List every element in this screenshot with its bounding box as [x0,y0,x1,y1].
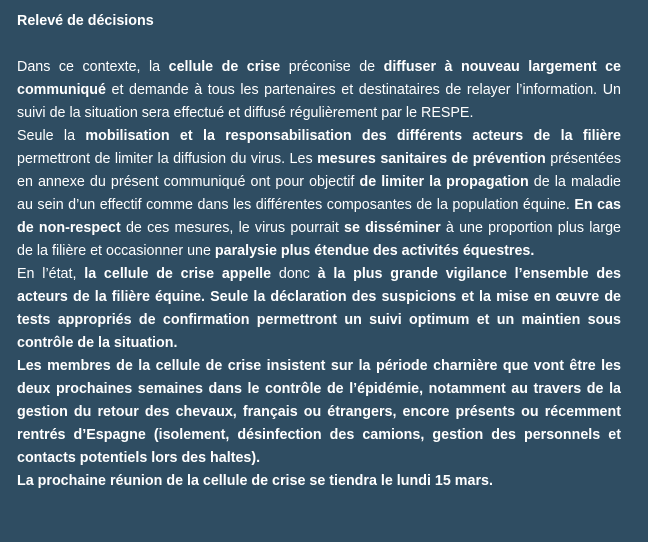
text-run: permettront de limiter la diffusion du virus. Les [17,151,318,167]
bold-text: diffuser à nouveau largement ce communiqué [17,59,621,98]
paragraph-2 [17,125,621,263]
bold-text: paralysie plus étendue des activités équestres. [214,243,535,259]
text-run: En l’état, [17,266,85,282]
bold-text: la cellule de crise appelle [84,266,272,282]
text-run: et demande à tous les partenaires et destinataires de relayer l’information. Un suivi de la situation sera effectué et diffusé régulièrement par le RESPE. [17,82,621,121]
bold-text: se disséminer [344,220,441,236]
text-run: Seule la [17,128,86,144]
bold-text: cellule de crise [168,59,281,75]
paragraph-4 [17,355,621,470]
bold-text: La prochaine réunion de la cellule de crise se tiendra le lundi 15 mars. [17,473,493,489]
paragraph-1 [17,56,621,125]
bold-text: de limiter la propagation [359,174,529,190]
bold-text: mesures sanitaires de prévention [317,151,546,167]
text-run: à une proportion plus large de la filière et occasionner une [17,220,621,259]
blank-line [17,33,621,56]
text-run: présentées en annexe du présent communiqué ont pour objectif [17,151,621,190]
bold-text: mobilisation et la responsabilisation des différents acteurs de la filière [85,128,622,144]
text-run: donc [271,266,318,282]
text-run: de la maladie au sein d’un effectif comme dans les différentes composantes de la population équine. [17,174,622,213]
bold-text: En cas de non-respect [17,197,621,236]
text-run: Dans ce contexte, la [17,59,169,75]
bold-text: à la plus grande vigilance l’ensemble des acteurs de la filière équine. Seule la déclaration des suspicions et la mise en œuvre de tests appropriés de confirmation permettront un suivi optimum et un maintien sous contrôle de la situation. [17,266,621,351]
paragraph-5 [17,470,621,493]
text-run: préconise de [280,59,384,75]
document-heading: Relevé de décisions [17,13,154,29]
bold-text: Les membres de la cellule de crise insistent sur la période charnière que vont être les deux prochaines semaines dans le contrôle de l’épidémie, notamment au travers de la gestion du retour des chevaux, français ou étrangers, encore présents ou récemment rentrés d’Espagne (isolement, désinfection des camions, gestion des personnels et contacts potentiels lors des haltes). [17,358,621,466]
document-body [17,56,621,493]
text-run: de ces mesures, le virus pourrait [120,220,345,236]
paragraph-3 [17,263,621,355]
